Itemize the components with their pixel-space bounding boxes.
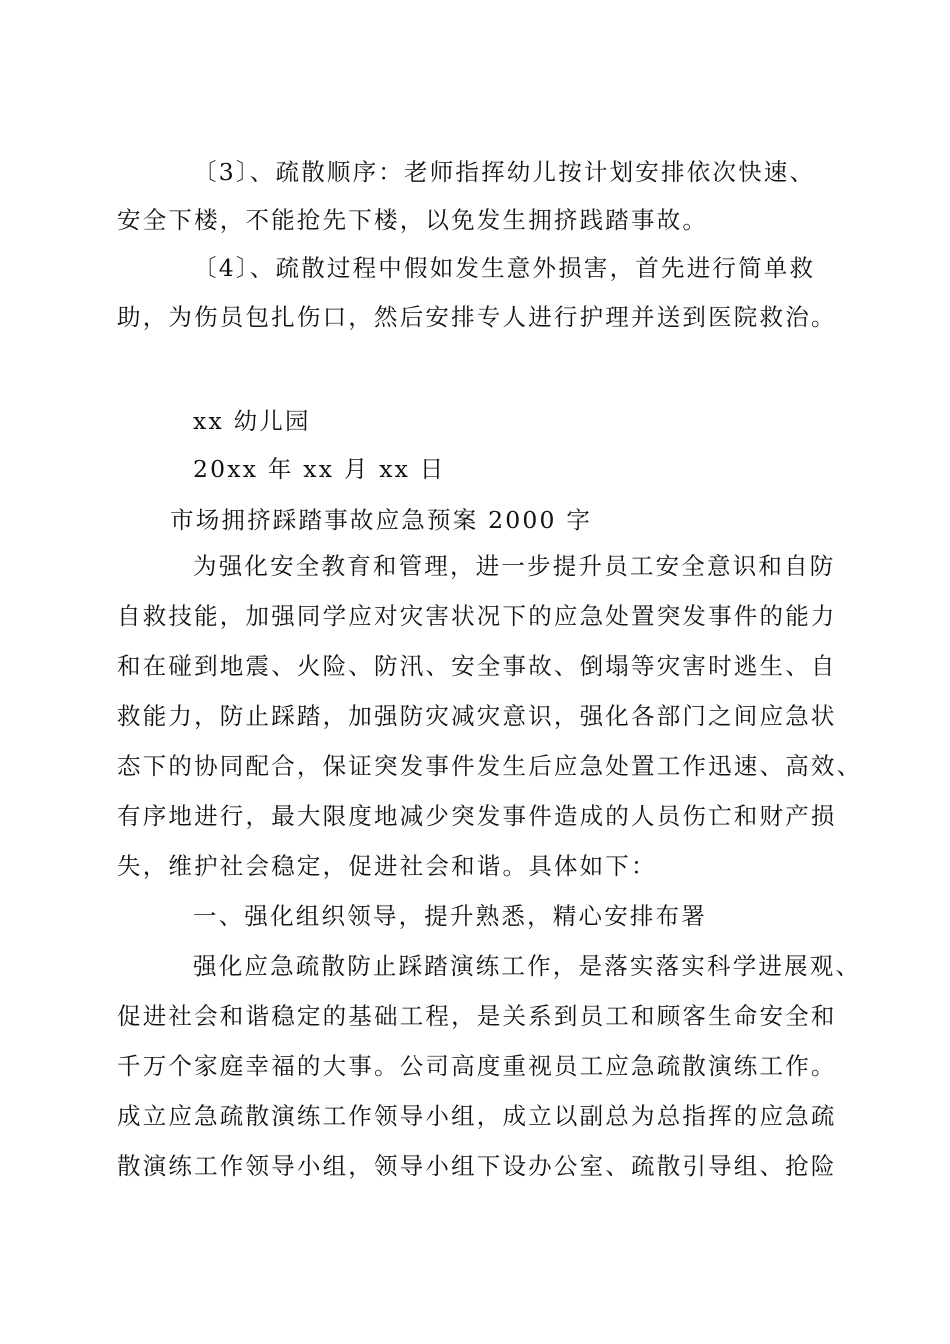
intro-line: 为强化安全教育和管理，进一步提升员工安全意识和自防 (193, 552, 836, 580)
section1-line: 散演练工作领导小组，领导小组下设办公室、疏散引导组、抢险 (117, 1152, 837, 1180)
signature-date: 20xx 年 xx 月 xx 日 (193, 455, 446, 483)
section1-line: 千万个家庭幸福的大事。公司高度重视员工应急疏散演练工作。 (117, 1052, 837, 1080)
intro-line: 和在碰到地震、火险、防汛、安全事故、倒塌等灾害时逃生、自 (117, 652, 837, 680)
section1-heading: 一、强化组织领导，提升熟悉，精心安排布署 (193, 902, 707, 930)
item3-line2: 安全下楼，不能抢先下楼，以免发生拥挤践踏事故。 (117, 206, 709, 234)
item3-line1: 〔3〕、疏散顺序：老师指挥幼儿按计划安排依次快速、 (193, 158, 816, 186)
intro-line: 自救技能，加强同学应对灾害状况下的应急处置突发事件的能力 (117, 602, 837, 630)
item4-line2: 助，为伤员包扎伤口，然后安排专人进行护理并送到医院救治。 (117, 303, 837, 331)
signature-org: xx 幼儿园 (193, 407, 311, 435)
intro-line: 有序地进行，最大限度地减少突发事件造成的人员伤亡和财产损 (117, 802, 837, 830)
intro-line: 救能力，防止踩踏，加强防灾减灾意识，强化各部门之间应急状 (117, 702, 837, 730)
intro-line: 态下的协同配合，保证突发事件发生后应急处置工作迅速、高效、 (117, 752, 863, 780)
intro-line: 失，维护社会稳定，促进社会和谐。具体如下： (117, 852, 657, 880)
section1-line: 促进社会和谐稳定的基础工程，是关系到员工和顾客生命安全和 (117, 1002, 837, 1030)
item4-line1: 〔4〕、疏散过程中假如发生意外损害，首先进行简单救 (193, 254, 816, 282)
section1-line: 成立应急疏散演练工作领导小组，成立以副总为总指挥的应急疏 (117, 1102, 837, 1130)
document-title: 市场拥挤踩踏事故应急预案 2000 字 (170, 506, 593, 534)
section1-line: 强化应急疏散防止踩踏演练工作，是落实落实科学进展观、 (193, 952, 862, 980)
